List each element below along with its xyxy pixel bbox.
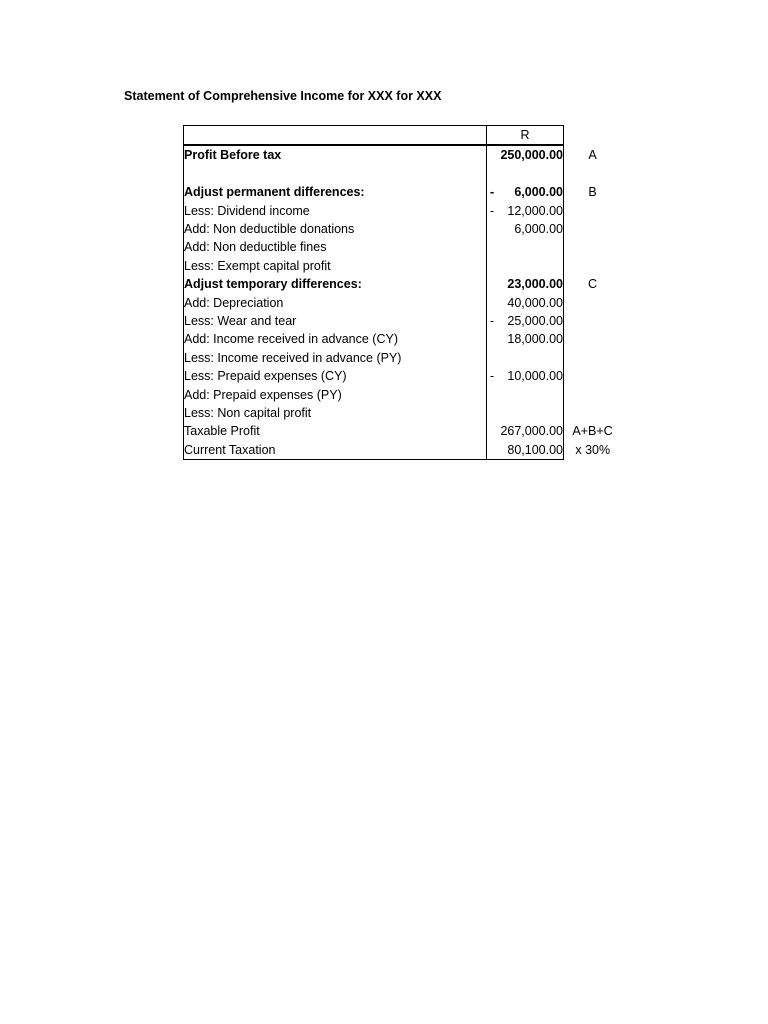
row-reference: B — [588, 185, 597, 200]
row-label: Less: Income received in advance (PY) — [184, 349, 487, 367]
row-amount-cell — [487, 349, 564, 367]
row-reference — [564, 257, 622, 275]
statement-row — [184, 257, 622, 275]
statement-row — [184, 330, 622, 348]
row-amount-cell — [487, 165, 564, 183]
row-label: Add: Non deductible donations — [184, 220, 487, 238]
row-amount-cell — [487, 367, 564, 385]
row-label: Add: Prepaid expenses (PY) — [184, 386, 487, 404]
row-amount-cell — [487, 330, 564, 348]
row-amount: 23,000.00 — [507, 277, 563, 292]
row-amount-cell — [487, 404, 564, 422]
statement-row — [184, 238, 622, 256]
row-label: Adjust temporary differences: — [184, 275, 487, 293]
row-label: Add: Depreciation — [184, 294, 487, 312]
row-amount-cell — [487, 238, 564, 256]
row-amount-cell — [487, 312, 564, 330]
row-label: Less: Dividend income — [184, 202, 487, 220]
statement-row — [184, 367, 622, 385]
row-amount: 80,100.00 — [507, 442, 563, 457]
row-amount-cell — [487, 294, 564, 312]
row-reference — [564, 312, 622, 330]
row-amount: 25,000.00 — [507, 314, 563, 329]
statement-row — [184, 202, 622, 220]
header-reference-cell — [564, 126, 622, 146]
row-reference — [564, 165, 622, 183]
row-amount-cell — [487, 386, 564, 404]
row-reference — [564, 220, 622, 238]
statement-row — [184, 404, 622, 422]
row-label: Less: Non capital profit — [184, 404, 487, 422]
statement-row — [184, 294, 622, 312]
row-amount: 18,000.00 — [507, 332, 563, 347]
statement-row — [184, 312, 622, 330]
row-label: Taxable Profit — [184, 422, 487, 440]
row-label: Current Taxation — [184, 441, 487, 460]
statement-row — [184, 441, 622, 460]
row-amount: 10,000.00 — [507, 369, 563, 384]
currency-header: R — [487, 126, 564, 146]
row-label: Profit Before tax — [184, 145, 487, 164]
row-reference — [564, 238, 622, 256]
row-label: Less: Prepaid expenses (CY) — [184, 367, 487, 385]
row-label: Add: Non deductible fines — [184, 238, 487, 256]
row-reference — [564, 404, 622, 422]
row-reference — [564, 202, 622, 220]
statement-row — [184, 220, 622, 238]
row-reference: A+B+C — [572, 424, 613, 439]
row-amount-cell — [487, 202, 564, 220]
row-reference: C — [587, 277, 598, 292]
row-amount-cell — [487, 257, 564, 275]
row-amount-cell — [487, 275, 564, 293]
negative-sign: - — [490, 203, 495, 218]
statement-title: Statement of Comprehensive Income for XXX for XXX — [124, 89, 442, 103]
row-reference — [564, 367, 622, 385]
statement-table — [183, 125, 622, 460]
negative-sign: - — [490, 185, 495, 200]
negative-sign: - — [490, 369, 495, 384]
income-statement — [183, 125, 622, 460]
row-amount-cell — [487, 145, 564, 164]
row-amount: 6,000.00 — [514, 222, 563, 237]
row-amount: 250,000.00 — [500, 148, 563, 163]
row-label: Less: Wear and tear — [184, 312, 487, 330]
row-amount-cell — [487, 220, 564, 238]
row-reference: x 30% — [575, 443, 611, 458]
row-amount-cell — [487, 441, 564, 460]
row-label — [184, 165, 487, 183]
row-label: Add: Income received in advance (CY) — [184, 330, 487, 348]
row-reference — [564, 330, 622, 348]
row-amount-cell — [487, 183, 564, 201]
row-amount-cell — [487, 422, 564, 440]
row-amount: 12,000.00 — [507, 203, 563, 218]
row-amount: 40,000.00 — [507, 295, 563, 310]
row-label: Less: Exempt capital profit — [184, 257, 487, 275]
statement-row — [184, 349, 622, 367]
statement-row — [184, 422, 622, 440]
statement-row — [184, 145, 622, 164]
statement-row — [184, 183, 622, 201]
row-amount: 267,000.00 — [500, 424, 563, 439]
statement-row — [184, 275, 622, 293]
header-row — [184, 126, 622, 146]
row-reference — [564, 349, 622, 367]
row-amount: 6,000.00 — [514, 185, 563, 200]
header-description-cell — [184, 126, 487, 146]
negative-sign: - — [490, 314, 495, 329]
row-label: Adjust permanent differences: — [184, 183, 487, 201]
row-reference — [564, 386, 622, 404]
statement-row — [184, 386, 622, 404]
statement-body — [184, 126, 622, 460]
row-reference — [564, 294, 622, 312]
row-reference: A — [588, 147, 597, 162]
statement-row — [184, 165, 622, 183]
